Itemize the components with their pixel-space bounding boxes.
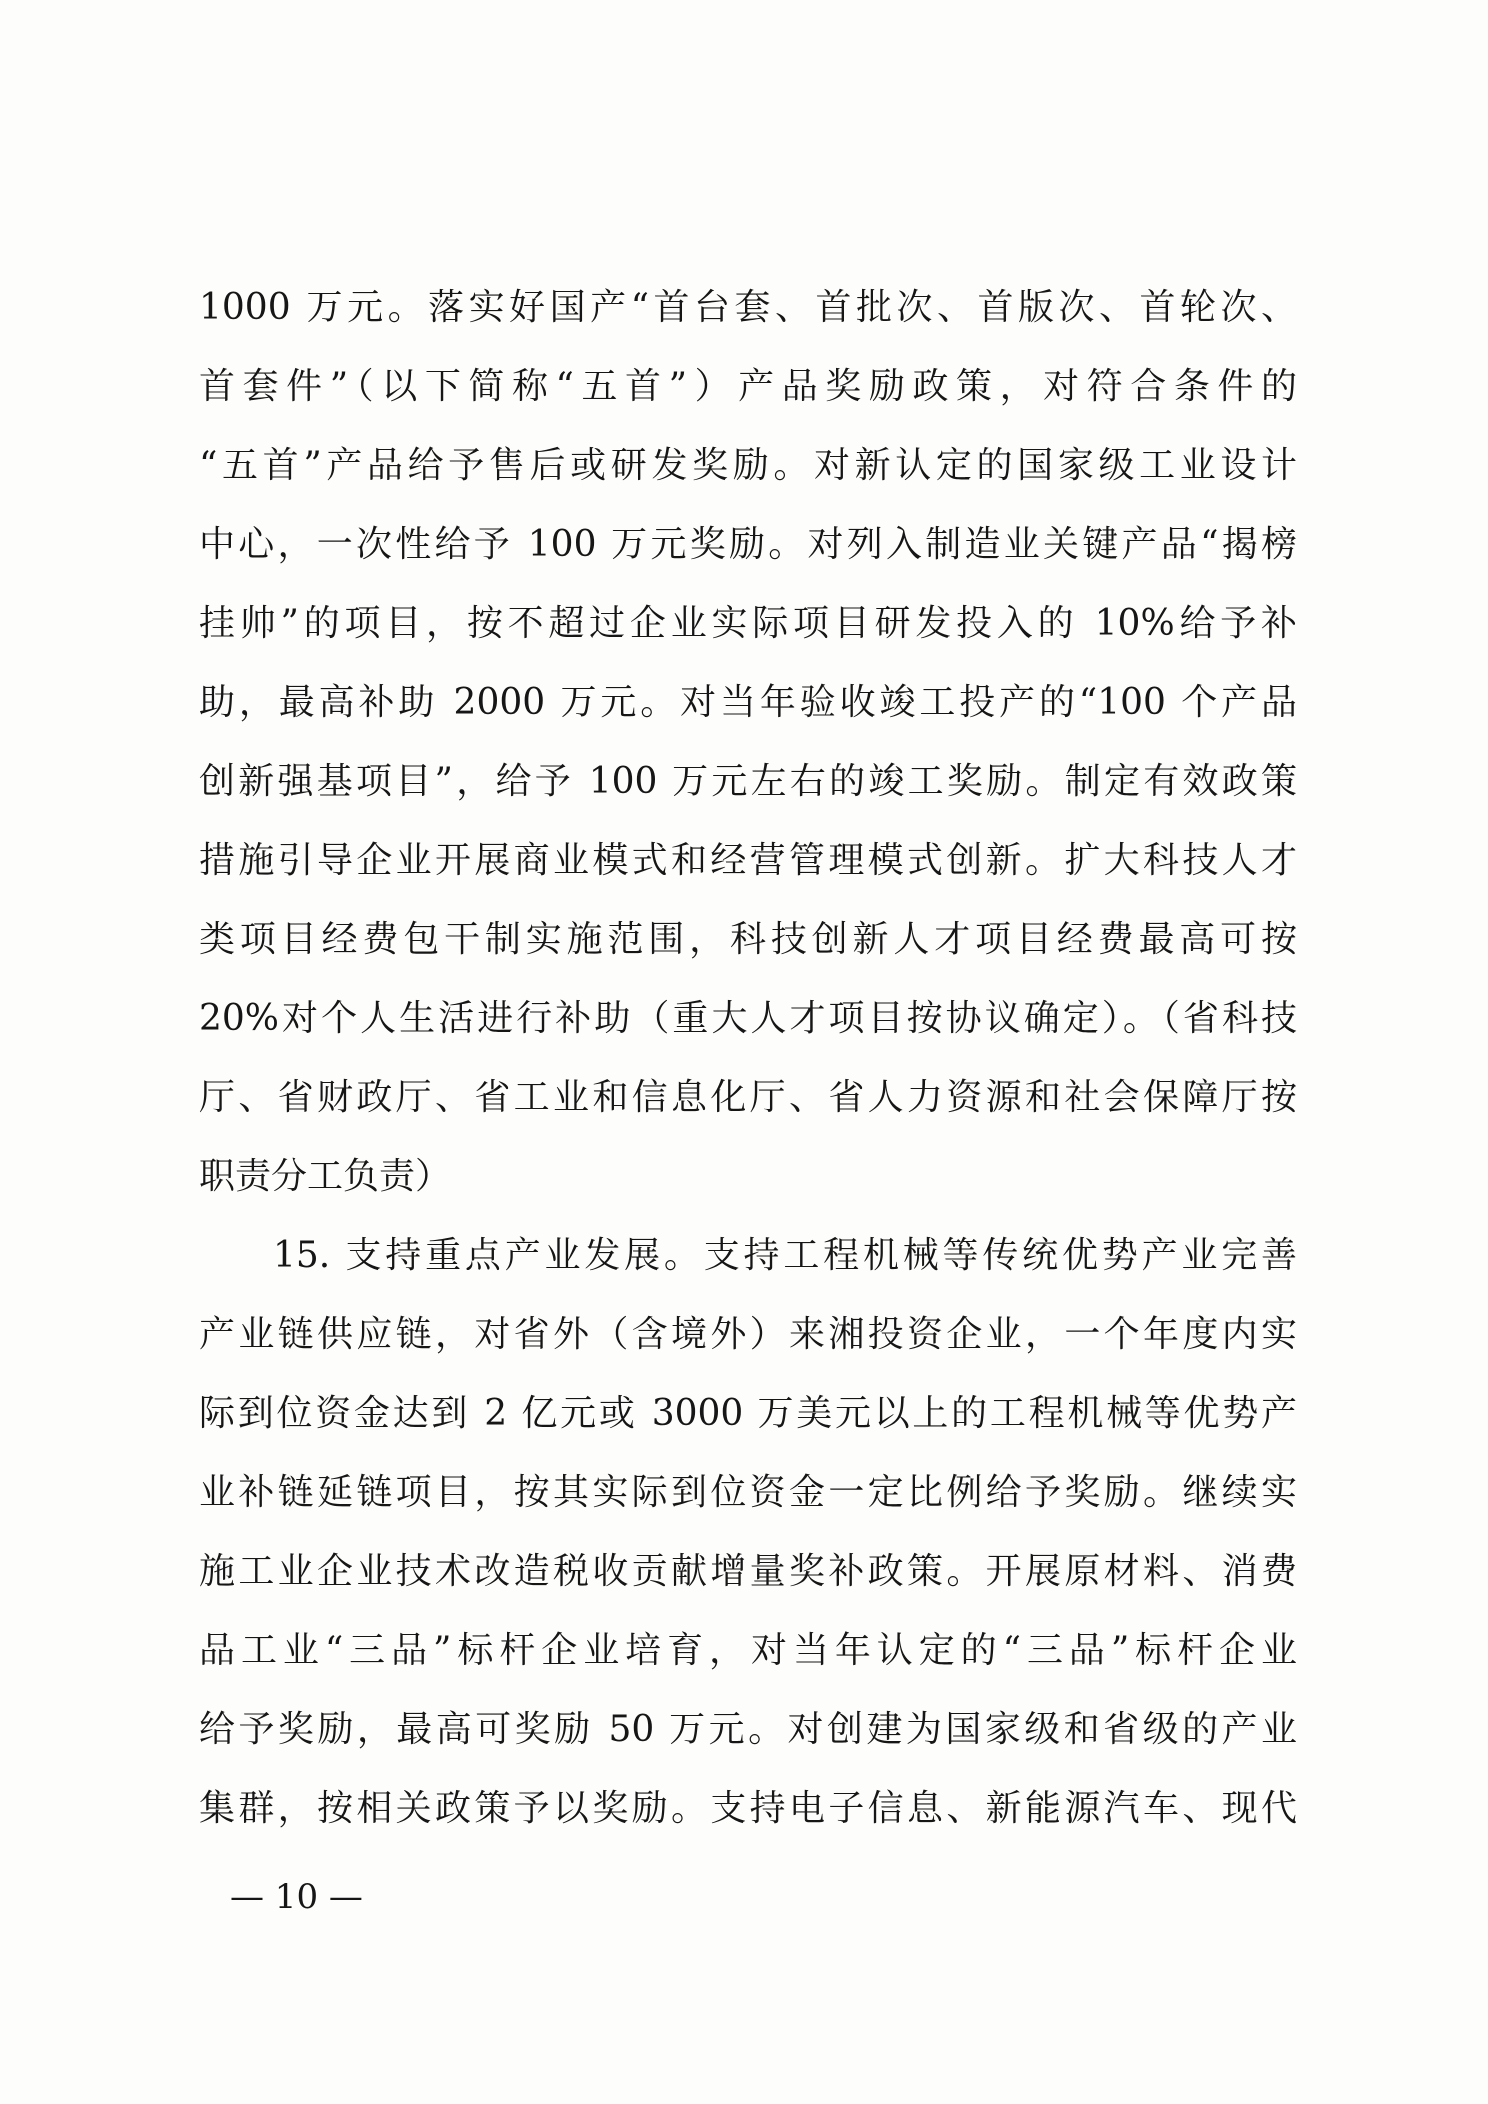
text-line: 产业链供应链，对省外（含境外）来湘投资企业，一个年度内实 bbox=[199, 1314, 1297, 1355]
text-line: 集群，按相关政策予以奖励。支持电子信息、新能源汽车、现代 bbox=[199, 1788, 1297, 1829]
text-line: 厅、省财政厅、省工业和信息化厅、省人力资源和社会保障厅按 bbox=[199, 1077, 1297, 1118]
text-line: 挂帅”的项目，按不超过企业实际项目研发投入的 10%给予补 bbox=[199, 603, 1297, 644]
section-heading-line: 15. 支持重点产业发展。支持工程机械等传统优势产业完善 bbox=[273, 1235, 1297, 1276]
text-line: “五首”产品给予售后或研发奖励。对新认定的国家级工业设计 bbox=[199, 445, 1297, 486]
text-line: 措施引导企业开展商业模式和经营管理模式创新。扩大科技人才 bbox=[199, 840, 1297, 881]
text-line: 类项目经费包干制实施范围，科技创新人才项目经费最高可按 bbox=[199, 919, 1297, 960]
text-line: 际到位资金达到 2 亿元或 3000 万美元以上的工程机械等优势产 bbox=[199, 1393, 1297, 1434]
body-text bbox=[199, 268, 1297, 1848]
text-line: 中心，一次性给予 100 万元奖励。对列入制造业关键产品“揭榜 bbox=[199, 524, 1297, 565]
text-line: 创新强基项目”，给予 100 万元左右的竣工奖励。制定有效政策 bbox=[199, 761, 1297, 802]
page-number: — 10 — bbox=[230, 1877, 363, 1917]
text-line: 业补链延链项目，按其实际到位资金一定比例给予奖励。继续实 bbox=[199, 1472, 1297, 1513]
text-line: 职责分工负责） bbox=[199, 1156, 452, 1197]
text-line: 20%对个人生活进行补助（重大人才项目按协议确定）。（省科技 bbox=[199, 998, 1297, 1039]
text-line: 给予奖励，最高可奖励 50 万元。对创建为国家级和省级的产业 bbox=[199, 1709, 1297, 1750]
text-line: 首套件”（以下简称“五首”）产品奖励政策，对符合条件的 bbox=[199, 366, 1297, 407]
text-line: 助，最高补助 2000 万元。对当年验收竣工投产的“100 个产品 bbox=[199, 682, 1297, 723]
text-line: 1000 万元。落实好国产“首台套、首批次、首版次、首轮次、 bbox=[199, 287, 1297, 328]
text-line: 品工业“三品”标杆企业培育，对当年认定的“三品”标杆企业 bbox=[199, 1630, 1297, 1671]
text-line: 施工业企业技术改造税收贡献增量奖补政策。开展原材料、消费 bbox=[199, 1551, 1297, 1592]
